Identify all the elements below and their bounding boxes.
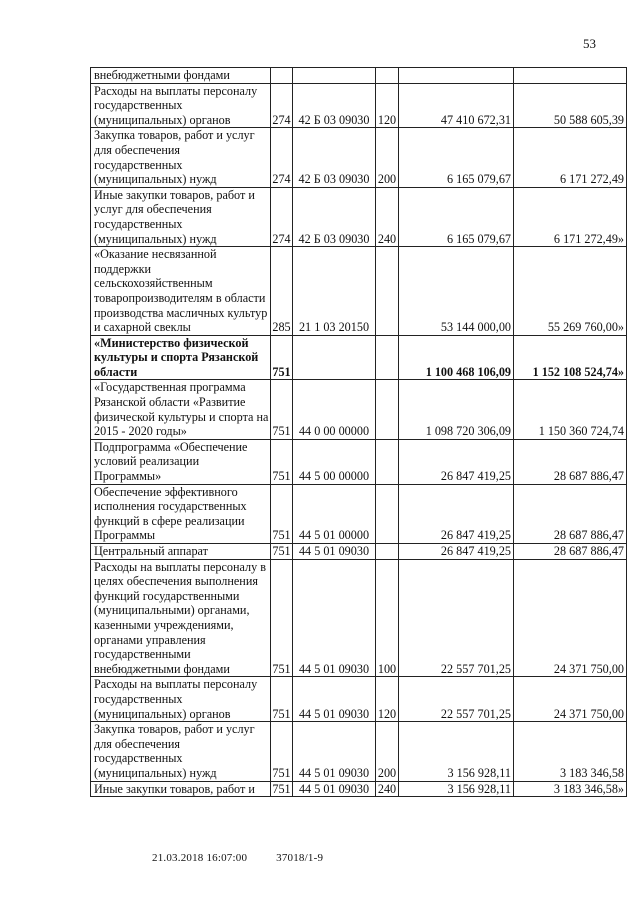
row-sum-2019: 47 410 672,31 bbox=[399, 83, 514, 128]
row-name: Обеспечение эффективного исполнения государственных функций в сфере реализации Программы bbox=[91, 484, 271, 543]
footer bbox=[152, 852, 323, 864]
row-name: Расходы на выплаты персоналу государственных (муниципальных) органов bbox=[91, 83, 271, 128]
row-code: 285 bbox=[271, 247, 293, 336]
row-sum-2019: 53 144 000,00 bbox=[399, 247, 514, 336]
row-code: 751 bbox=[271, 677, 293, 722]
row-csr bbox=[293, 335, 376, 380]
row-code: 274 bbox=[271, 187, 293, 246]
row-sum-2019 bbox=[399, 68, 514, 84]
footer-doc-id: 37018/1-9 bbox=[276, 852, 324, 864]
table-row bbox=[91, 83, 627, 128]
row-vr: 200 bbox=[376, 722, 399, 781]
row-sum-2020: 6 171 272,49» bbox=[514, 187, 627, 246]
table-row bbox=[91, 722, 627, 781]
row-sum-2020: 28 687 886,47 bbox=[514, 439, 627, 484]
row-csr: 44 5 01 00000 bbox=[293, 484, 376, 543]
table-row bbox=[91, 439, 627, 484]
row-code: 751 bbox=[271, 722, 293, 781]
row-csr: 44 5 01 09030 bbox=[293, 677, 376, 722]
row-vr bbox=[376, 68, 399, 84]
row-name: «Оказание несвязанной поддержки сельскохозяйственным товаропроизводителям в области производства масличных культур и сахарной свеклы bbox=[91, 247, 271, 336]
row-sum-2019: 22 557 701,25 bbox=[399, 559, 514, 677]
row-sum-2020: 28 687 886,47 bbox=[514, 544, 627, 560]
table-row bbox=[91, 187, 627, 246]
row-sum-2020: 24 371 750,00 bbox=[514, 559, 627, 677]
budget-table bbox=[90, 67, 627, 797]
row-sum-2019: 3 156 928,11 bbox=[399, 722, 514, 781]
row-csr: 21 1 03 20150 bbox=[293, 247, 376, 336]
row-vr bbox=[376, 247, 399, 336]
row-name: Расходы на выплаты персоналу государственных (муниципальных) органов bbox=[91, 677, 271, 722]
row-code bbox=[271, 68, 293, 84]
row-vr bbox=[376, 380, 399, 439]
row-code: 751 bbox=[271, 335, 293, 380]
row-sum-2020: 3 183 346,58» bbox=[514, 781, 627, 797]
row-name: Расходы на выплаты персоналу в целях обеспечения выполнения функций государственными (муниципальными) органами, казенными учреждениями, органами управления государственными внебюджетными фондами bbox=[91, 559, 271, 677]
row-name: Иные закупки товаров, работ и bbox=[91, 781, 271, 797]
table-row bbox=[91, 68, 627, 84]
row-csr: 42 Б 03 09030 bbox=[293, 83, 376, 128]
row-sum-2019: 26 847 419,25 bbox=[399, 439, 514, 484]
row-code: 751 bbox=[271, 484, 293, 543]
row-sum-2020: 24 371 750,00 bbox=[514, 677, 627, 722]
row-vr: 120 bbox=[376, 83, 399, 128]
row-vr: 100 bbox=[376, 559, 399, 677]
row-sum-2020: 28 687 886,47 bbox=[514, 484, 627, 543]
row-name: Подпрограмма «Обеспечение условий реализации Программы» bbox=[91, 439, 271, 484]
row-sum-2020: 1 152 108 524,74» bbox=[514, 335, 627, 380]
row-sum-2019: 1 098 720 306,09 bbox=[399, 380, 514, 439]
row-vr bbox=[376, 544, 399, 560]
table-row bbox=[91, 484, 627, 543]
row-vr bbox=[376, 335, 399, 380]
row-sum-2019: 26 847 419,25 bbox=[399, 484, 514, 543]
row-csr: 44 5 01 09030 bbox=[293, 544, 376, 560]
page-number: 53 bbox=[583, 36, 596, 51]
row-name: Закупка товаров, работ и услуг для обеспечения государственных (муниципальных) нужд bbox=[91, 722, 271, 781]
row-sum-2020 bbox=[514, 68, 627, 84]
row-sum-2019: 26 847 419,25 bbox=[399, 544, 514, 560]
table-row bbox=[91, 677, 627, 722]
table-row bbox=[91, 247, 627, 336]
row-name: Центральный аппарат bbox=[91, 544, 271, 560]
row-name: внебюджетными фондами bbox=[91, 68, 271, 84]
row-sum-2020: 55 269 760,00» bbox=[514, 247, 627, 336]
row-csr bbox=[293, 68, 376, 84]
row-sum-2020: 50 588 605,39 bbox=[514, 83, 627, 128]
table-row bbox=[91, 544, 627, 560]
row-sum-2020: 6 171 272,49 bbox=[514, 128, 627, 187]
row-sum-2019: 1 100 468 106,09 bbox=[399, 335, 514, 380]
row-sum-2019: 6 165 079,67 bbox=[399, 187, 514, 246]
row-csr: 44 5 01 09030 bbox=[293, 559, 376, 677]
table-row bbox=[91, 128, 627, 187]
row-vr: 120 bbox=[376, 677, 399, 722]
row-code: 751 bbox=[271, 439, 293, 484]
row-name: Закупка товаров, работ и услуг для обеспечения государственных (муниципальных) нужд bbox=[91, 128, 271, 187]
row-sum-2020: 3 183 346,58 bbox=[514, 722, 627, 781]
row-code: 274 bbox=[271, 128, 293, 187]
row-name: Иные закупки товаров, работ и услуг для обеспечения государственных (муниципальных) нужд bbox=[91, 187, 271, 246]
row-code: 751 bbox=[271, 559, 293, 677]
row-name: «Министерство физической культуры и спорта Рязанской области bbox=[91, 335, 271, 380]
row-csr: 42 Б 03 09030 bbox=[293, 187, 376, 246]
row-vr: 240 bbox=[376, 781, 399, 797]
row-code: 751 bbox=[272, 544, 291, 558]
row-csr: 44 0 00 00000 bbox=[293, 380, 376, 439]
row-sum-2020: 1 150 360 724,74 bbox=[514, 380, 627, 439]
row-vr: 200 bbox=[376, 128, 399, 187]
row-vr: 240 bbox=[376, 187, 399, 246]
table-row bbox=[91, 781, 627, 797]
row-sum-2019: 6 165 079,67 bbox=[399, 128, 514, 187]
row-csr: 44 5 01 09030 bbox=[293, 722, 376, 781]
row-code: 751 bbox=[271, 380, 293, 439]
row-sum-2019: 22 557 701,25 bbox=[399, 677, 514, 722]
table-row bbox=[91, 559, 627, 677]
table-row bbox=[91, 335, 627, 380]
row-code: 274 bbox=[271, 83, 293, 128]
footer-timestamp: 21.03.2018 16:07:00 bbox=[152, 852, 248, 864]
row-vr bbox=[376, 439, 399, 484]
table-row bbox=[91, 380, 627, 439]
row-name: «Государственная программа Рязанской области «Развитие физической культуры и спорта на 2015 - 2020 годы» bbox=[91, 380, 271, 439]
row-code: 751 bbox=[272, 781, 291, 796]
row-csr: 42 Б 03 09030 bbox=[293, 128, 376, 187]
row-vr bbox=[376, 484, 399, 543]
row-csr: 44 5 01 09030 bbox=[293, 781, 376, 797]
row-csr: 44 5 00 00000 bbox=[293, 439, 376, 484]
row-sum-2019: 3 156 928,11 bbox=[399, 781, 514, 797]
